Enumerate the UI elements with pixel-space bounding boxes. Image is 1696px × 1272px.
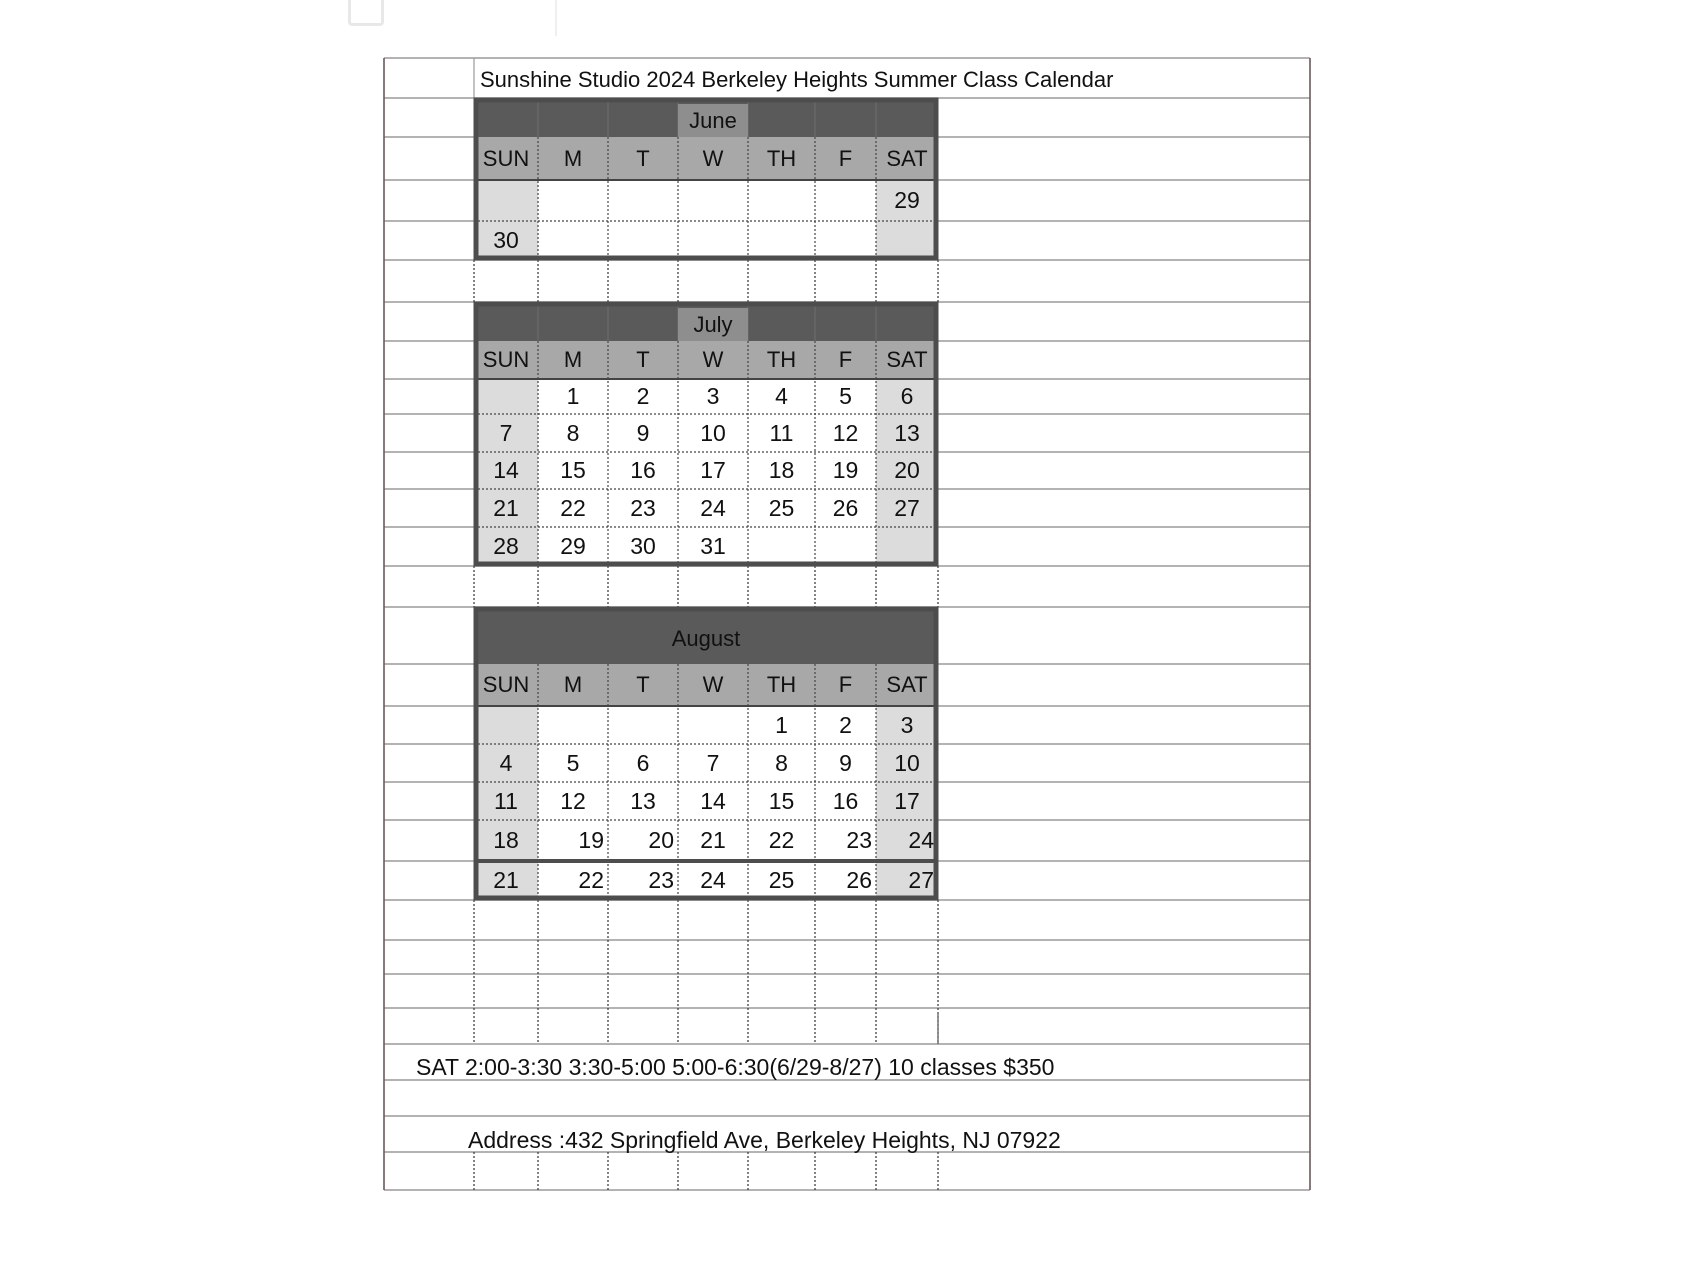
day-number: 19 <box>578 827 604 853</box>
day-number: 5 <box>839 383 852 409</box>
day-number: 1 <box>566 383 580 409</box>
day-number: 7 <box>499 419 513 446</box>
day-cell-bg <box>474 180 538 221</box>
day-number: 9 <box>839 749 852 776</box>
address-text: Address :432 Springfield Ave, Berkeley Heights, NJ 07922 <box>468 1127 1061 1153</box>
day-number: 11 <box>769 419 794 446</box>
weekday-header: F <box>838 145 853 171</box>
day-number: 4 <box>499 749 513 776</box>
day-number: 22 <box>768 827 795 853</box>
day-number: 15 <box>768 787 795 814</box>
day-number: 19 <box>832 457 859 483</box>
day-number: 30 <box>493 227 519 253</box>
day-number: 15 <box>560 457 586 483</box>
weekday-header: T <box>636 672 650 697</box>
day-cell-bg <box>815 180 876 221</box>
day-number: 2 <box>636 383 650 409</box>
weekday-header: T <box>636 347 650 372</box>
day-number: 22 <box>560 494 586 521</box>
day-number: 20 <box>894 457 920 483</box>
weekday-header: T <box>636 145 650 171</box>
day-number: 23 <box>630 494 656 521</box>
day-number: 5 <box>566 749 580 776</box>
day-cell-bg <box>678 221 748 260</box>
day-number: 10 <box>700 419 726 446</box>
day-number: 9 <box>636 419 650 446</box>
weekday-header: SAT <box>886 145 928 171</box>
weekday-header: W <box>702 672 724 697</box>
weekday-header: W <box>702 145 724 171</box>
day-cell-bg <box>876 527 938 566</box>
weekday-header: SUN <box>482 145 530 171</box>
day-cell-bg <box>748 221 815 260</box>
day-number: 6 <box>900 383 914 409</box>
day-number: 4 <box>775 383 788 409</box>
weekday-header: SAT <box>886 672 928 697</box>
weekday-header: F <box>838 672 853 697</box>
day-number: 7 <box>706 749 720 776</box>
weekday-header: SUN <box>482 347 530 372</box>
day-number: 27 <box>894 494 920 521</box>
day-number: 26 <box>846 867 872 893</box>
day-number: 23 <box>648 867 674 893</box>
weekday-header: M <box>563 347 583 372</box>
weekday-header: W <box>702 347 724 372</box>
day-number: 6 <box>636 749 650 776</box>
month-title-august: August <box>671 625 741 651</box>
day-cell-bg <box>748 527 815 566</box>
day-number: 11 <box>494 787 518 814</box>
day-number: 17 <box>894 787 920 814</box>
weekday-header: SUN <box>482 672 530 697</box>
weekday-header: F <box>838 347 853 372</box>
day-number: 14 <box>493 457 519 483</box>
day-cell-bg <box>815 527 876 566</box>
day-number: 21 <box>493 494 519 521</box>
day-number: 23 <box>846 827 872 853</box>
day-number: 3 <box>706 383 720 409</box>
day-number: 13 <box>630 787 656 814</box>
day-number: 25 <box>768 494 795 521</box>
day-number: 1 <box>775 711 788 738</box>
day-number: 31 <box>700 533 726 559</box>
day-number: 18 <box>493 827 519 853</box>
weekday-header: M <box>563 145 583 171</box>
weekday-header: M <box>563 672 583 697</box>
day-number: 14 <box>700 787 726 814</box>
weekday-header: TH <box>766 145 797 171</box>
day-number: 30 <box>630 533 656 559</box>
day-number: 8 <box>775 749 788 776</box>
day-cell-bg <box>538 706 608 744</box>
schedule-text: SAT 2:00-3:30 3:30-5:00 5:00-6:30(6/29-8/27) 10 classes $350 <box>416 1054 1055 1080</box>
day-number: 24 <box>908 827 934 853</box>
day-number: 21 <box>700 827 726 853</box>
weekday-header: SAT <box>886 347 928 372</box>
day-number: 16 <box>630 457 656 483</box>
month-title-june: June <box>689 107 737 133</box>
day-number: 24 <box>700 494 726 521</box>
day-number: 29 <box>894 187 920 213</box>
day-number: 29 <box>560 533 586 559</box>
day-number: 21 <box>493 867 519 893</box>
weekday-header: TH <box>766 347 797 372</box>
day-cell-bg <box>678 706 748 744</box>
day-cell-bg <box>678 180 748 221</box>
day-cell-bg <box>876 221 938 260</box>
day-cell-bg <box>815 221 876 260</box>
day-cell-bg <box>474 379 538 414</box>
weekday-header: TH <box>766 672 797 697</box>
page-title: Sunshine Studio 2024 Berkeley Heights Summer Class Calendar <box>480 67 1114 92</box>
day-number: 26 <box>832 494 859 521</box>
day-cell-bg <box>608 221 678 260</box>
day-number: 16 <box>832 787 859 814</box>
day-number: 13 <box>894 419 920 446</box>
day-cell-bg <box>538 180 608 221</box>
day-number: 18 <box>768 457 795 483</box>
day-number: 8 <box>566 419 580 446</box>
day-number: 20 <box>648 827 674 853</box>
month-title-july: July <box>693 311 733 337</box>
day-number: 28 <box>493 533 519 559</box>
day-number: 24 <box>700 867 726 893</box>
day-cell-bg <box>608 180 678 221</box>
day-number: 3 <box>900 711 914 738</box>
day-number: 17 <box>700 457 726 483</box>
day-number: 27 <box>908 867 934 893</box>
day-number: 22 <box>578 867 604 893</box>
day-number: 10 <box>894 749 920 776</box>
day-number: 2 <box>839 711 852 738</box>
day-number: 12 <box>832 419 859 446</box>
day-number: 25 <box>768 867 795 893</box>
day-cell-bg <box>538 221 608 260</box>
day-number: 12 <box>560 787 586 814</box>
day-cell-bg <box>474 706 538 744</box>
day-cell-bg <box>608 706 678 744</box>
day-cell-bg <box>748 180 815 221</box>
